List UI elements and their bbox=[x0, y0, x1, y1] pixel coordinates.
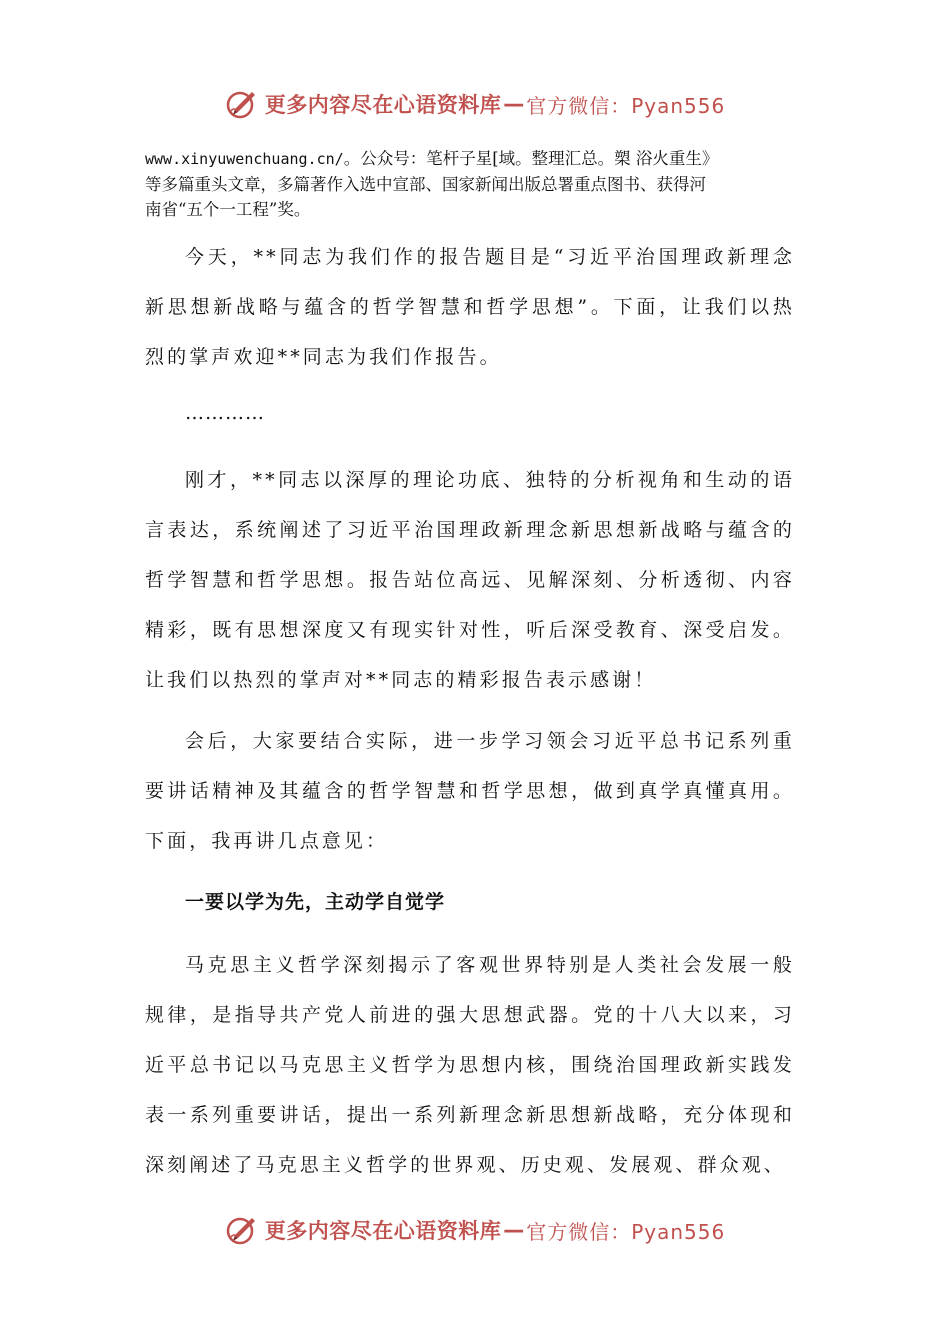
pen-logo-icon bbox=[225, 87, 259, 121]
banner-separator: — bbox=[503, 1218, 525, 1242]
section-heading-1: 一要以学为先，主动学自觉学 bbox=[185, 891, 446, 913]
header-banner bbox=[0, 84, 950, 124]
banner-wechat: 官方微信：Pyan556 bbox=[526, 1219, 726, 1244]
banner-separator: — bbox=[503, 92, 525, 116]
ellipsis: ………… bbox=[185, 402, 265, 424]
banner-title: 更多内容尽在心语资料库 bbox=[264, 92, 502, 117]
paragraph-2: 刚才，**同志以深厚的理论功底、独特的分析视角和生动的语言表达，系统阐述了习近平治国理政新理念新思想新战略与蕴含的哲学智慧和哲学思想。报告站位高远、见解深刻、分析透彻、内容精彩，既有思想深度又有现实针对性，听后深受教育、深受启发。让我们以热烈的掌声对**同志的精彩报告表示感谢！ bbox=[145, 469, 795, 691]
paragraph-1: 今天，**同志为我们作的报告题目是“习近平治国理政新理念新思想新战略与蕴含的哲学智慧和哲学思想”。下面，让我们以热烈的掌声欢迎**同志为我们作报告。 bbox=[145, 246, 795, 368]
intro-line-3: 南省“五个一工程”奖。 bbox=[145, 200, 311, 219]
paragraph-3: 会后，大家要结合实际，进一步学习领会习近平总书记系列重要讲话精神及其蕴含的哲学智慧和哲学思想，做到真学真懂真用。下面，我再讲几点意见： bbox=[145, 730, 795, 852]
intro-url: www.xinyuwenchuang.cn/ bbox=[145, 150, 344, 168]
footer-banner bbox=[0, 1210, 950, 1250]
intro-line-2: 等多篇重头文章，多篇著作入选中宣部、国家新闻出版总署重点图书、获得河 bbox=[145, 175, 706, 194]
intro-line-1-rest: 。公众号：笔杆子星[域。整理汇总。槊 浴火重生》 bbox=[343, 149, 719, 168]
banner-wechat: 官方微信：Pyan556 bbox=[526, 93, 726, 118]
paragraph-4: 马克思主义哲学深刻揭示了客观世界特别是人类社会发展一般规律，是指导共产党人前进的强大思想武器。党的十八大以来，习近平总书记以马克思主义哲学为思想内核，围绕治国理政新实践发表一系列重要讲话，提出一系列新理念新思想新战略，充分体现和深刻阐述了马克思主义哲学的世界观、历史观、发展观、群众观、 bbox=[145, 954, 795, 1176]
intro-line-1 bbox=[145, 146, 795, 172]
pen-logo-icon bbox=[225, 1213, 259, 1247]
intro-text bbox=[145, 146, 795, 222]
banner-title: 更多内容尽在心语资料库 bbox=[264, 1218, 502, 1243]
